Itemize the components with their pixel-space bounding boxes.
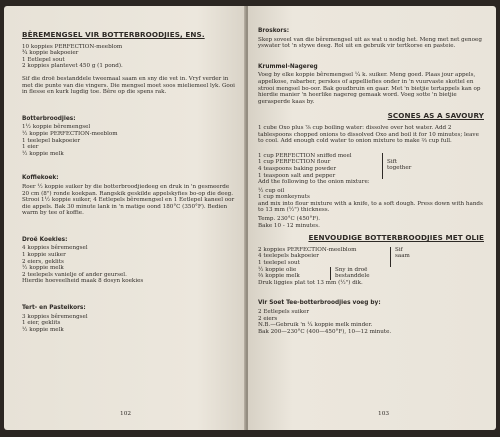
left-page-content	[22, 32, 236, 333]
ingredient-line: 1 eier	[22, 144, 39, 151]
bracket-note: bestanddele	[335, 273, 370, 280]
method-paragraph: Druk liggies plat tot 13 mm (½") dik.	[258, 279, 363, 286]
ingredient-line: 2 teelepels vanielje of ander geursel.	[22, 271, 127, 278]
ingredient-line: 2 koppies PERFECTION-meelblom	[258, 246, 357, 253]
baking-time: Bake 10 - 12 minutes.	[258, 222, 320, 229]
ingredient-line: 2 eiers	[258, 315, 278, 322]
method-paragraph: Sif die droë bestanddele tweemaal saam en sny die vet in. Vryf verder in met die punte van die vingers. Die mengsel moet soos mieliemeel lyk. Gooi in flesse en kurk lugdig toe. Bêre op die spens rak.	[22, 75, 235, 96]
note-line: N.B.—Gebruik 'n ¼ koppie melk minder.	[258, 322, 373, 329]
right-page	[248, 6, 496, 430]
ingredient-list	[22, 245, 236, 278]
page-number: 102	[120, 411, 132, 418]
bracket-note: saam	[395, 253, 410, 260]
method-paragraph: Voeg by elke koppie bêremengsel ¼ k. suiker. Meng goed. Plaas jour appels, appelkose, rabarber, perskes of appelliefies onder in 'n vuurvaste skottel en strooi mengsel bo-oor. Bak goudbruin en gaar. Met 'n bietjie tertappels kan op hierdie manier 'n heerlike nagereg gemaak word. Voeg sotte 'n bietjie gerasperde kaas by.	[258, 72, 481, 105]
instruction-bracket	[382, 153, 411, 179]
ingredient-line: 1 eier, geklits	[22, 320, 61, 327]
section-heading: Tert- en Pasteikors:	[22, 305, 86, 312]
ingredient-line: 1 koppie suiker	[22, 252, 66, 259]
ingredient-list	[258, 153, 376, 179]
ingredient-line: 2 Eetlepels suiker	[258, 309, 310, 315]
left-page	[4, 6, 246, 430]
instruction-bracket	[390, 247, 410, 267]
ingredient-group-b	[258, 267, 484, 280]
section-heading: Vir Soet Tee-botterbroodjies voeg by:	[258, 300, 381, 307]
ingredient-line: ½ koppie melk	[22, 326, 64, 333]
section-heading: Broskors:	[258, 28, 290, 34]
ingredient-line: 2 eiers, geklits	[22, 258, 64, 265]
recipe-title: BÊREMENGSEL VIR BOTTERBROODJIES, ENS.	[22, 30, 205, 39]
recipe-title: SCONES AS A SAVOURY	[387, 111, 484, 121]
ingredient-line: 1 cup monkeynuts	[258, 194, 310, 201]
ingredient-line: 1 cup PERFECTION sniffed meel	[258, 152, 352, 159]
instruction-bracket	[330, 267, 370, 280]
bracket-note: Sny in droë	[335, 266, 368, 273]
bracket-note: Sift	[387, 158, 397, 165]
ingredient-list	[258, 267, 328, 280]
ingredient-line: 1 teaspoon salt and pepper	[258, 172, 336, 179]
ingredient-list	[22, 314, 236, 334]
bracket-note: Sif	[395, 246, 403, 253]
ingredient-group-a	[258, 247, 484, 267]
ingredient-line: 1 Eetlepel sout	[22, 56, 65, 63]
method-paragraph: Hierdie hoeveelheid maak 8 dosyn koekies	[22, 278, 144, 285]
ingredient-line: 4 teaspoons baking powder	[258, 165, 337, 172]
ingredient-line: ½ koppie PERFECTION-meeblom	[22, 130, 118, 137]
recipe-title: EENVOUDIGE BOTTERBROODJIES MET OLIE	[308, 233, 484, 243]
page-number: 103	[378, 411, 390, 418]
ingredient-line: 1½ koppie bêremengsel	[22, 124, 91, 131]
section-heading: Krummel-Nagereg	[258, 63, 318, 70]
ingredient-line: 1 cup PERFECTION flour	[258, 159, 331, 166]
oven-temperature: Temp. 230°C (450°F).	[258, 216, 321, 223]
section-heading: Koffiekoek:	[22, 175, 59, 182]
method-paragraph: 1 cube Oxo plus ⅞ cup boiling water: dissolve over hot water. Add 2 tablespoons chopped onions to dissolved Oxo and boil it for 10 minutes; leave to cool. Add enough cold water to onion mixture to make ⅔ cup full.	[258, 124, 479, 145]
ingredient-line: 3 koppies bêremengsel	[22, 313, 88, 320]
ingredient-line: ½ koppie melk	[22, 265, 64, 272]
ingredient-line: ½ koppie melk	[22, 150, 64, 157]
base-ingredient-list	[22, 44, 236, 70]
ingredient-line: 1 teelepel sout	[258, 260, 300, 267]
right-page-content	[258, 28, 484, 335]
method-paragraph: Roer ½ koppie suiker by die botterbroodjiedeeg en druk in 'n gesmeerde 20 cm (8") ronde koekpan. Rangskik geskilde appelskyfies bo-op die deeg. Strooi 1½ koppie suiker, 4 Eetlepels bêremengsel en 1 Eetlepel kaneel oor die appels. Bak 30 minute lank in 'n matige oond 180°C (350°F). Bedien warm by tee of koffie.	[22, 183, 235, 217]
ingredient-line: ¾ koppie bakpoeier	[22, 50, 79, 57]
baking-time: Bak 200—230°C (400—450°F), 10—12 minute.	[258, 328, 392, 335]
ingredient-line: ½ cup oil	[258, 187, 285, 194]
method-paragraph: and mix into flour mixture with a knife, to a soft dough. Press down with hands to 13 mm (½") thickness.	[258, 200, 483, 214]
ingredient-line: 2 koppies plantevet 450 g (1 pond).	[22, 63, 123, 70]
ingredient-list	[258, 309, 484, 322]
dry-ingredients-block	[258, 153, 484, 179]
ingredient-line: 4 koppies bêremengsel	[22, 245, 88, 252]
ingredient-list	[258, 188, 484, 201]
method-paragraph: Skep soveel van die bêremengsel uit as wat u nodig het. Meng met net genoeg yswater tot 'n stywe deeg. Rol uit en gebruik vir tertkorse en pasteie.	[258, 36, 482, 50]
instruction-line: Add the following to the onion mixture:	[258, 179, 370, 186]
section-heading: Droë Koekies:	[22, 236, 68, 243]
ingredient-list	[258, 247, 376, 267]
ingredient-line: 10 koppies PERFECTION-meeblom	[22, 43, 123, 50]
section-heading: Botterbroodjies:	[22, 115, 76, 122]
ingredient-line: 1 teelepel bakpoeier	[22, 137, 81, 144]
ingredient-line: ⅔ koppie melk	[258, 273, 300, 280]
ingredient-line: ½ koppie olie	[258, 266, 297, 273]
ingredient-list	[22, 124, 236, 157]
bracket-note: together	[387, 165, 412, 172]
ingredient-line: 4 teelepels bakpoeier	[258, 253, 319, 260]
